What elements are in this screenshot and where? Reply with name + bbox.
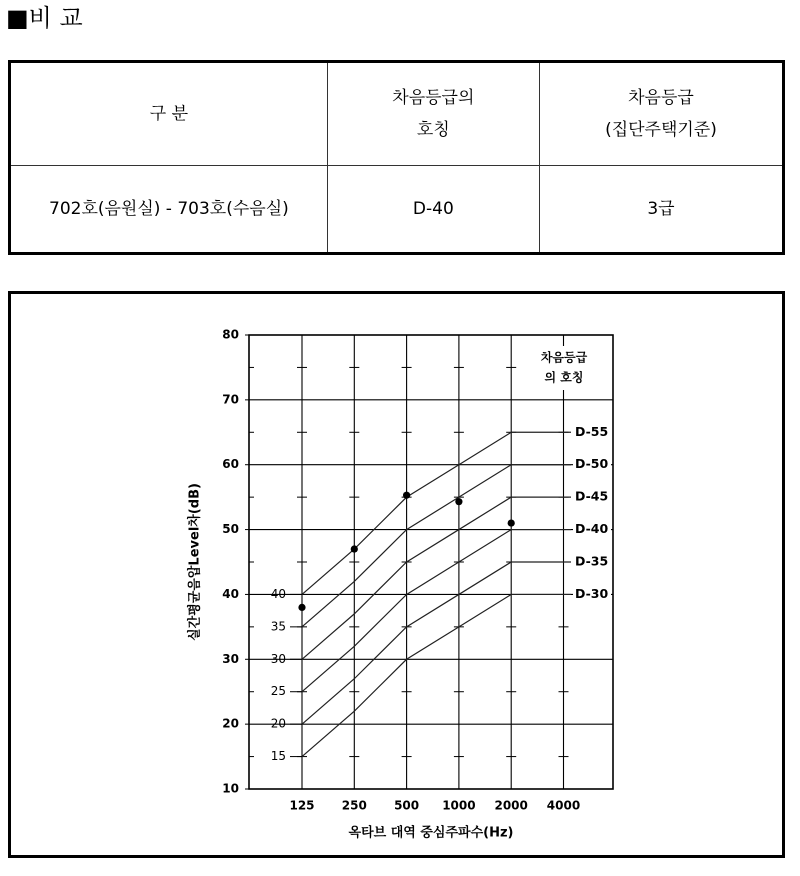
- measured-point-250: [351, 545, 358, 552]
- legend-title-line2: 의 호칭: [544, 370, 584, 385]
- y-tick-label-50: 50: [222, 522, 239, 537]
- table-header-row: [10, 62, 784, 166]
- measured-point-1000: [455, 498, 462, 505]
- x-axis-title: 옥타브 대역 중심주파수(Hz): [348, 825, 514, 841]
- inner-tick-label-40: 40: [270, 586, 286, 601]
- table-row: [10, 166, 784, 254]
- y-axis-title: 실간평균음압Level차(dB): [187, 483, 203, 641]
- y-tick-label-20: 20: [222, 716, 239, 731]
- x-tick-label-1000: 1000: [442, 798, 476, 813]
- x-tick-label-125: 125: [289, 798, 315, 813]
- x-tick-label-250: 250: [341, 798, 367, 813]
- header-grade-line1: 차음등급: [628, 88, 694, 108]
- inner-tick-label-30: 30: [270, 651, 286, 666]
- cell-rating-name: D-40: [327, 166, 539, 254]
- legend-title-line1: 차음등급: [540, 350, 588, 365]
- legend-label-D-55: D-55: [575, 423, 609, 439]
- header-rating-name: [327, 62, 539, 166]
- x-tick-label-500: 500: [394, 798, 420, 813]
- cell-category: 702호(음원실) - 703호(수음실): [10, 166, 328, 254]
- y-tick-label-70: 70: [222, 392, 239, 407]
- x-tick-label-4000: 4000: [546, 798, 581, 813]
- header-rating-name-line1: 차음등급의: [392, 88, 475, 108]
- legend-label-D-30: D-30: [575, 585, 609, 601]
- measured-point-125: [298, 604, 305, 611]
- legend-label-D-45: D-45: [575, 488, 609, 504]
- y-tick-label-80: 80: [222, 327, 239, 342]
- y-tick-label-60: 60: [222, 457, 239, 472]
- header-category: 구 분: [10, 62, 328, 166]
- measured-point-2000: [508, 519, 515, 526]
- page-title: ■비 교: [6, 4, 83, 32]
- header-grade: [539, 62, 783, 166]
- y-tick-label-40: 40: [222, 586, 239, 601]
- legend-label-D-40: D-40: [575, 521, 609, 537]
- inner-tick-label-25: 25: [270, 684, 286, 699]
- comparison-table: [8, 60, 785, 255]
- inner-tick-label-35: 35: [270, 619, 286, 634]
- y-tick-label-10: 10: [222, 781, 239, 796]
- x-tick-label-2000: 2000: [494, 798, 528, 813]
- header-rating-name-line2: 호칭: [416, 120, 450, 140]
- inner-tick-label-20: 20: [270, 716, 286, 731]
- inner-tick-label-15: 15: [270, 749, 286, 764]
- legend-label-D-35: D-35: [575, 553, 609, 569]
- y-tick-label-30: 30: [222, 651, 239, 666]
- sound-insulation-chart: [11, 294, 782, 855]
- legend-label-D-50: D-50: [575, 456, 609, 472]
- cell-grade: 3급: [539, 166, 783, 254]
- measured-point-500: [403, 492, 410, 499]
- header-grade-line2: (집단주택기준): [605, 120, 717, 140]
- chart-frame: [8, 291, 785, 858]
